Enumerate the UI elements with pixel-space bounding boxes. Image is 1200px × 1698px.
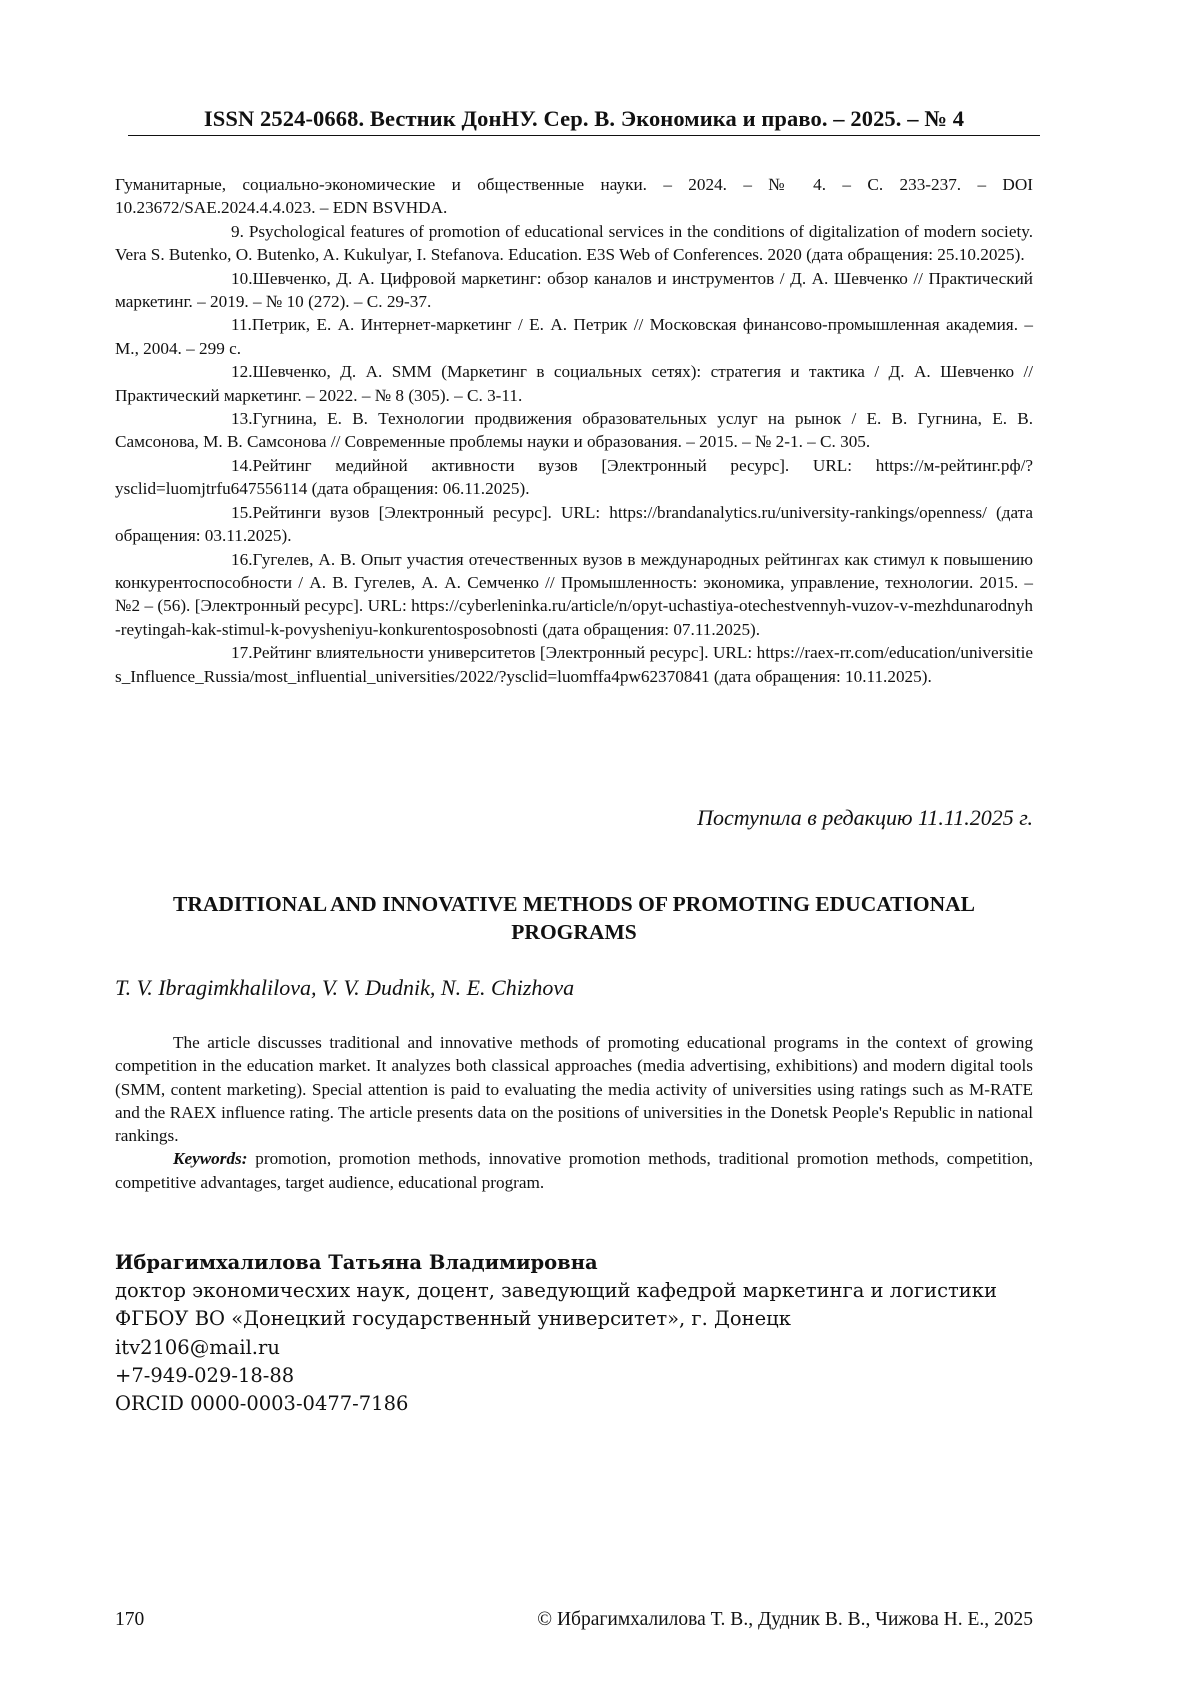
english-authors: T. V. Ibragimkhalilova, V. V. Dudnik, N. E. Chizhova [115,975,575,1000]
reference-item [115,220,1033,267]
reference-text: Рейтинги вузов [Электронный ресурс]. URL: https://brandanalytics.ru/university-rankings/openness/ (дата обращения: 03.11.2025). [115,502,1033,546]
author-orcid: ORCID 0000-0003-0477-7186 [115,1392,409,1416]
reference-text: Psychological features of promotion of educational services in the conditions of digitalization of modern society. Vera S. Butenko, O. Butenko, A. Kukulyar, I. Stefanova. Education. E3S Web of Conferences. 2020 (дата обращения: 25.10.2025). [115,221,1033,265]
reference-item [115,360,1033,407]
reference-text: Гугелев, А. В. Опыт участия отечественных вузов в международных рейтингах как стимул к повышению конкурентоспособности / А. В. Гугелев, А. А. Семченко // Промышленность: экономика, управление, технологии. 2015. – №2 – (56). [Электронный ресурс]. URL: https://cyberleninka.ru/article/n/opyt-uchastiya-otechestvennyh-vuzov-v-mezhdunarodnyh-reytingah-kak-stimul-k-povysheniyu-konkurentosposobnosti (дата обращения: 07.11.2025). [115,549,1033,639]
reference-text: Рейтинг медийной активности вузов [Электронный ресурс]. URL: https://м-рейтинг.рф/?ysclid=luomjtrfu647556114 (дата обращения: 06.11.2025). [115,455,1033,499]
reference-text: Шевченко, Д. А. Цифровой маркетинг: обзор каналов и инструментов / Д. А. Шевченко // Практический маркетинг. – 2019. – № 10 (272). – С. 29-37. [115,268,1033,312]
reference-item [115,641,1033,688]
reference-item [115,454,1033,501]
reference-number: 17. [231,643,253,663]
reference-text: Шевченко, Д. А. SMM (Маркетинг в социальных сетях): стратегия и тактика / Д. А. Шевченко // Практический маркетинг. – 2022. – № 8 (305). – С. 3-11. [115,362,1033,405]
author-info [115,1249,1055,1418]
english-article-title: TRADITIONAL AND INNOVATIVE METHODS OF PROMOTING EDUCATIONAL PROGRAMS [173,892,975,944]
keywords-label: Keywords: [173,1149,248,1169]
author-organization: ФГБОУ ВО «Донецкий государственный университет», г. Донецк [115,1307,791,1331]
abstract-text: The article discusses traditional and innovative methods of promoting educational programs in the context of growing competition in the education market. It analyzes both classical approaches (media advertising, exhibitions) and modern digital tools (SMM, content marketing). Special attention is paid to evaluating the media activity of universities using ratings such as M-RATE and the RAEX influence rating. The article presents data on the positions of universities in the Donetsk People's Republic in national rankings. [115,1033,1033,1146]
reference-item [115,267,1033,314]
reference-item [115,407,1033,454]
reference-item [115,313,1033,360]
received-date: Поступила в редакцию 11.11.2025 г. [697,805,1033,830]
reference-number: 9. [231,221,244,241]
journal-header: ISSN 2524-0668. Вестник ДонНУ. Сер. В. Экономика и право. – 2025. – № 4 [203,106,965,131]
page-number: 170 [115,1609,145,1630]
reference-list [115,173,1033,688]
reference-item [115,501,1033,548]
reference-number: 13. [231,409,253,429]
keywords-text: promotion, promotion methods, innovative promotion methods, traditional promotion methods, competition, competitive advantages, target audience, educational program. [115,1149,1034,1192]
english-abstract [115,1031,1033,1194]
author-phone: +7-949-029-18-88 [115,1363,295,1387]
reference-number: 14. [231,455,253,475]
reference-text: Рейтинг влиятельности университетов [Электронный ресурс]. URL: https://raex-rr.com/education/universities_Influence_Russia/most_influential_universities/2022/?ysclid=luomffa4pw62370841 (дата обращения: 10.11.2025). [115,643,1033,686]
reference-number: 16. [231,549,253,569]
reference-text: Петрик, Е. А. Интернет-маркетинг / Е. А. Петрик // Московская финансово-промышленная академия. – М., 2004. – 299 с. [115,315,1033,358]
reference-number: 10. [231,268,253,288]
reference-item [115,548,1033,642]
reference-number: 15. [231,502,253,522]
author-position: доктор экономичесхих наук, доцент, заведующий кафедрой маркетинга и логистики [115,1279,997,1303]
header-divider [128,135,1040,136]
author-name: Ибрагимхалилова Татьяна Владимировна [115,1251,598,1274]
reference-text: Гугнина, Е. В. Технологии продвижения образовательных услуг на рынок / Е. В. Гугнина, Е. В. Самсонова, М. В. Самсонова // Современные проблемы науки и образования. – 2015. – № 2-1. – С. 305. [115,409,1033,452]
copyright-notice: © Ибрагимхалилова Т. В., Дудник В. В., Чижова Н. Е., 2025 [537,1609,1033,1630]
reference-continuation: Гуманитарные, социально-экономические и общественные науки. – 2024. – № 4. – С. 233-237. – DOI 10.23672/SAE.2024.4.4.023. – EDN BSVHDA. [115,175,1033,218]
author-email: itv2106@mail.ru [115,1335,280,1359]
keywords-paragraph [115,1147,1033,1194]
reference-number: 11. [231,315,252,335]
reference-number: 12. [231,362,253,382]
